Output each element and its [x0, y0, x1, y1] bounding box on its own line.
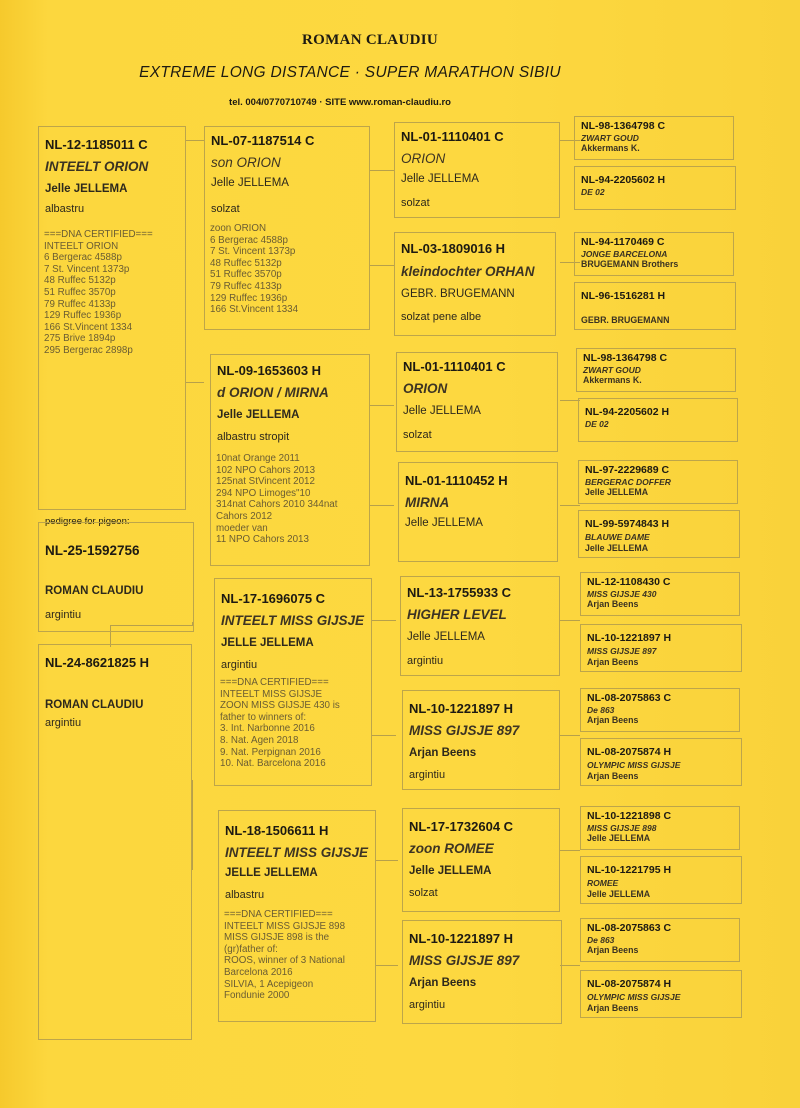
- ggp-name: ORION: [403, 381, 448, 396]
- ancestor-card[interactable]: [580, 806, 740, 850]
- ancestor-owner: Arjan Beens: [587, 945, 639, 955]
- grandparent-name: d ORION / MIRNA: [217, 385, 329, 400]
- ancestor-card[interactable]: [580, 688, 740, 732]
- connector-line: [370, 405, 394, 406]
- ancestor-owner: Arjan Beens: [587, 599, 639, 609]
- ancestor-card[interactable]: [574, 232, 734, 276]
- ancestor-name: OLYMPIC MISS GIJSJE: [587, 992, 681, 1002]
- grandparent-owner: Jelle JELLEMA: [217, 409, 300, 421]
- ggp-name: MIRNA: [405, 495, 450, 510]
- grandparent-ring: NL-07-1187514 C: [211, 133, 315, 148]
- ancestor-owner: Jelle JELLEMA: [587, 889, 651, 899]
- grandparent-color: solzat: [211, 203, 240, 215]
- ggp-color: solzat pene albe: [401, 311, 482, 323]
- ggp-owner: Jelle JELLEMA: [403, 405, 481, 417]
- connector-line: [372, 620, 396, 621]
- grandparent-name: INTEELT MISS GIJSJE: [225, 845, 369, 860]
- father-notes: ===DNA CERTIFIED=== INTEELT ORION 6 Bergerac 4588p 7 St. Vincent 1373p 48 Ruffec 5132p 51 Ruffec 3570p 79 Ruffec 4133p 129 Ruffec 1936p 166 St.Vincent 1334 275 Brive 1894p 295 Bergerac 2898p: [44, 229, 153, 356]
- grandparent-ring: NL-18-1506611 H: [225, 823, 329, 838]
- ancestor-ring: NL-08-2075874 H: [587, 978, 672, 990]
- mother-card[interactable]: [38, 644, 192, 1040]
- grandparent-owner: JELLE JELLEMA: [225, 867, 318, 879]
- mother-ring: NL-24-8621825 H: [45, 655, 150, 670]
- ggp-ring: NL-03-1809016 H: [401, 241, 506, 256]
- ggp-owner: GEBR. BRUGEMANN: [401, 288, 515, 300]
- connector-line: [186, 382, 204, 383]
- ancestor-owner: Arjan Beens: [587, 771, 639, 781]
- ggp-name: MISS GIJSJE 897: [409, 723, 520, 738]
- ancestor-name: De 863: [587, 935, 615, 945]
- ggp-name: kleindochter ORHAN: [401, 264, 535, 279]
- ancestor-ring: NL-08-2075863 C: [587, 692, 672, 704]
- ancestor-owner: GEBR. BRUGEMANN: [581, 315, 670, 325]
- ggp-ring: NL-01-1110452 H: [405, 473, 508, 488]
- connector-line: [560, 505, 580, 506]
- connector-line: [560, 620, 580, 621]
- ggp-owner: Arjan Beens: [409, 747, 477, 759]
- grandparent-name: INTEELT MISS GIJSJE: [221, 613, 365, 628]
- father-ring: NL-12-1185011 C: [45, 137, 148, 152]
- event-title: EXTREME LONG DISTANCE · SUPER MARATHON SIBIU: [139, 64, 561, 81]
- ancestor-card[interactable]: [580, 918, 740, 962]
- ancestor-ring: NL-08-2075874 H: [587, 746, 672, 758]
- ancestor-owner: Jelle JELLEMA: [587, 833, 651, 843]
- father-color: albastru: [45, 203, 85, 215]
- great-grandparent-card[interactable]: [398, 462, 558, 562]
- ancestor-name: BERGERAC DOFFER: [585, 477, 671, 487]
- connector-line: [560, 400, 580, 401]
- ancestor-owner: Akkermans K.: [581, 143, 640, 153]
- grandparent-card[interactable]: [210, 354, 370, 566]
- ggp-owner: Jelle JELLEMA: [401, 173, 479, 185]
- connector-line: [560, 735, 580, 736]
- ancestor-card[interactable]: [578, 460, 738, 504]
- father-card[interactable]: [38, 126, 186, 510]
- mother-color: argintiu: [45, 717, 82, 729]
- ggp-name: HIGHER LEVEL: [407, 607, 507, 622]
- ggp-name: MISS GIJSJE 897: [409, 953, 520, 968]
- ancestor-owner: Jelle JELLEMA: [585, 543, 649, 553]
- connector-line: [186, 140, 204, 141]
- ancestor-name: De 863: [587, 705, 615, 715]
- ancestor-ring: NL-99-5974843 H: [585, 518, 670, 530]
- ggp-color: solzat: [401, 197, 430, 209]
- ancestor-ring: NL-10-1221795 H: [587, 864, 672, 876]
- ancestor-owner: Jelle JELLEMA: [585, 487, 649, 497]
- great-grandparent-card[interactable]: [394, 122, 560, 218]
- ancestor-owner: Akkermans K.: [583, 375, 642, 385]
- ancestor-name: ZWART GOUD: [583, 365, 641, 375]
- grandparent-owner: Jelle JELLEMA: [211, 177, 289, 189]
- ggp-color: solzat: [409, 887, 438, 899]
- grandparent-notes: 10nat Orange 2011 102 NPO Cahors 2013 125nat StVincent 2012 294 NPO Limoges"10 314nat Cahors 2010 344nat Cahors 2012 moeder van 11 NPO Cahors 2013: [216, 453, 338, 546]
- ggp-ring: NL-17-1732604 C: [409, 819, 514, 834]
- mother-owner: ROMAN CLAUDIU: [45, 699, 144, 711]
- connector-line: [560, 965, 580, 966]
- great-grandparent-card[interactable]: [396, 352, 558, 452]
- ggp-owner: Jelle JELLEMA: [407, 631, 485, 643]
- ancestor-card[interactable]: [578, 510, 740, 558]
- subject-owner: ROMAN CLAUDIU: [45, 585, 144, 597]
- ancestor-card[interactable]: [576, 348, 736, 392]
- ancestor-card[interactable]: [580, 572, 740, 616]
- ancestor-name: MISS GIJSJE 430: [587, 589, 657, 599]
- ggp-color: solzat: [403, 429, 432, 441]
- ancestor-card[interactable]: [574, 282, 736, 330]
- connector-line: [376, 965, 398, 966]
- ancestor-card[interactable]: [574, 116, 734, 160]
- ancestor-owner: BRUGEMANN Brothers: [581, 259, 679, 269]
- father-owner: Jelle JELLEMA: [45, 183, 128, 195]
- ggp-ring: NL-01-1110401 C: [403, 359, 506, 374]
- connector-line: [370, 170, 394, 171]
- subject-card[interactable]: [38, 522, 194, 632]
- grandparent-card[interactable]: [214, 578, 372, 786]
- connector-line: [372, 735, 396, 736]
- ancestor-ring: NL-10-1221897 H: [587, 632, 672, 644]
- connector-line: [370, 265, 394, 266]
- ggp-color: argintiu: [409, 769, 446, 781]
- connector-line: [376, 860, 398, 861]
- ancestor-owner: Arjan Beens: [587, 657, 639, 667]
- ancestor-card[interactable]: [580, 970, 742, 1018]
- ancestor-name: ZWART GOUD: [581, 133, 639, 143]
- ggp-ring: NL-01-1110401 C: [401, 129, 504, 144]
- great-grandparent-card[interactable]: [402, 920, 562, 1024]
- grandparent-color: albastru: [225, 889, 265, 901]
- ancestor-name: JONGE BARCELONA: [581, 249, 668, 259]
- ancestor-card[interactable]: [574, 166, 736, 210]
- great-grandparent-card[interactable]: [402, 808, 560, 912]
- breeder-name: ROMAN CLAUDIU: [302, 32, 438, 48]
- ancestor-name: BLAUWE DAME: [585, 532, 650, 542]
- great-grandparent-card[interactable]: [400, 576, 560, 676]
- grandparent-owner: JELLE JELLEMA: [221, 637, 314, 649]
- grandparent-notes: ===DNA CERTIFIED=== INTEELT MISS GIJSJE 898 MISS GIJSJE 898 is the (gr)father of: ROOS, winner of 3 National Barcelona 2016 SILVIA, 1 Acepigeon Fondunie 2000: [224, 909, 346, 1002]
- ancestor-name: OLYMPIC MISS GIJSJE: [587, 760, 681, 770]
- ancestor-ring: NL-97-2229689 C: [585, 464, 670, 476]
- ancestor-card[interactable]: [580, 624, 742, 672]
- ggp-owner: Jelle JELLEMA: [405, 517, 483, 529]
- grandparent-card[interactable]: [218, 810, 376, 1022]
- connector-line: [192, 780, 193, 870]
- ancestor-ring: NL-10-1221898 C: [587, 810, 672, 822]
- contact-line: tel. 004/0770710749 · SITE www.roman-claudiu.ro: [229, 97, 451, 108]
- ggp-ring: NL-13-1755933 C: [407, 585, 512, 600]
- ancestor-name: MISS GIJSJE 898: [587, 823, 657, 833]
- ggp-color: argintiu: [409, 999, 446, 1011]
- ancestor-owner: Arjan Beens: [587, 715, 639, 725]
- ggp-name: zoon ROMEE: [409, 841, 494, 856]
- ancestor-ring: NL-94-1170469 C: [581, 236, 665, 248]
- grandparent-ring: NL-17-1696075 C: [221, 591, 326, 606]
- subject-ring: NL-25-1592756: [45, 543, 140, 558]
- ancestor-ring: NL-08-2075863 C: [587, 922, 672, 934]
- great-grandparent-card[interactable]: [402, 690, 560, 790]
- ancestor-ring: NL-98-1364798 C: [583, 352, 668, 364]
- ggp-color: argintiu: [407, 655, 444, 667]
- ggp-ring: NL-10-1221897 H: [409, 931, 514, 946]
- ancestor-card[interactable]: [580, 738, 742, 786]
- grandparent-color: argintiu: [221, 659, 258, 671]
- ggp-owner: Arjan Beens: [409, 977, 477, 989]
- ancestor-ring: NL-96-1516281 H: [581, 290, 666, 302]
- ancestor-owner: Arjan Beens: [587, 1003, 639, 1013]
- ancestor-name: DE 02: [581, 187, 605, 197]
- grandparent-name: son ORION: [211, 155, 281, 170]
- connector-line: [560, 850, 580, 851]
- grandparent-notes: ===DNA CERTIFIED=== INTEELT MISS GIJSJE ZOON MISS GIJSJE 430 is father to winners of: 3. Int. Narbonne 2016 8. Nat. Agen 2018 9. Nat. Perpignan 2016 10. Nat. Barcelona 2016: [220, 677, 340, 770]
- grandparent-card[interactable]: [204, 126, 370, 330]
- ancestor-name: DE 02: [585, 419, 609, 429]
- grandparent-color: albastru stropit: [217, 431, 290, 443]
- ancestor-card[interactable]: [580, 856, 742, 904]
- ggp-owner: Jelle JELLEMA: [409, 865, 492, 877]
- connector-line: [370, 505, 394, 506]
- grandparent-ring: NL-09-1653603 H: [217, 363, 322, 378]
- ancestor-card[interactable]: [578, 398, 738, 442]
- pedigree-label: pedigree for pigeon:: [45, 516, 130, 527]
- ancestor-name: MISS GIJSJE 897: [587, 646, 657, 656]
- ancestor-ring: NL-94-2205602 H: [585, 406, 670, 418]
- ancestor-ring: NL-12-1108430 C: [587, 576, 671, 588]
- ggp-name: ORION: [401, 151, 446, 166]
- ggp-ring: NL-10-1221897 H: [409, 701, 514, 716]
- father-name: INTEELT ORION: [45, 159, 149, 174]
- grandparent-notes: zoon ORION 6 Bergerac 4588p 7 St. Vincent 1373p 48 Ruffec 5132p 51 Ruffec 3570p 79 Ruffec 4133p 129 Ruffec 1936p 166 St.Vincent 1334: [210, 223, 299, 316]
- ancestor-ring: NL-94-2205602 H: [581, 174, 666, 186]
- ancestor-ring: NL-98-1364798 C: [581, 120, 666, 132]
- ancestor-name: ROMEE: [587, 878, 619, 888]
- subject-color: argintiu: [45, 609, 82, 621]
- great-grandparent-card[interactable]: [394, 232, 556, 336]
